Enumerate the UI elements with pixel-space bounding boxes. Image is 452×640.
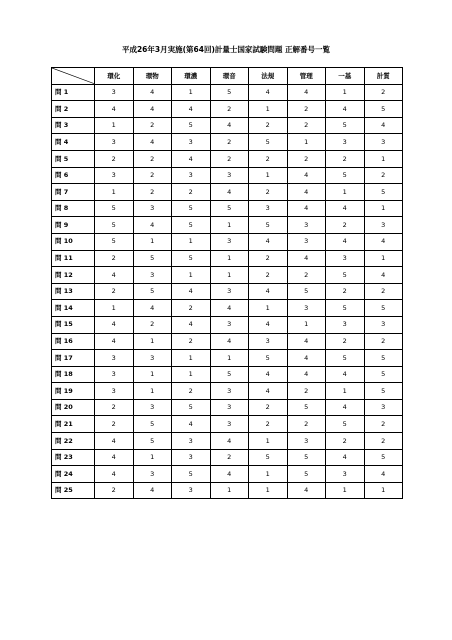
answer-cell: 2 xyxy=(249,117,288,134)
answer-cell: 2 xyxy=(287,416,326,433)
answer-cell: 4 xyxy=(287,167,326,184)
answer-cell: 3 xyxy=(210,233,249,250)
answer-cell: 4 xyxy=(287,84,326,101)
answer-cell: 3 xyxy=(95,383,134,400)
answer-cell: 5 xyxy=(287,449,326,466)
answer-cell: 4 xyxy=(95,449,134,466)
answer-cell: 4 xyxy=(287,482,326,499)
answer-cell: 5 xyxy=(249,134,288,151)
answer-cell: 4 xyxy=(210,300,249,317)
answer-cell: 4 xyxy=(210,184,249,201)
answer-cell: 1 xyxy=(249,482,288,499)
answer-cell: 1 xyxy=(364,250,403,267)
answer-cell: 4 xyxy=(249,233,288,250)
answer-cell: 2 xyxy=(95,416,134,433)
answer-cell: 5 xyxy=(249,449,288,466)
answer-cell: 2 xyxy=(364,84,403,101)
table-row xyxy=(52,383,403,400)
answer-cell: 4 xyxy=(95,433,134,450)
answer-cell: 5 xyxy=(249,350,288,367)
answer-cell: 3 xyxy=(287,233,326,250)
answer-cell: 2 xyxy=(249,150,288,167)
answer-cell: 4 xyxy=(287,350,326,367)
answer-cell: 1 xyxy=(133,383,172,400)
question-label: 問 1 xyxy=(52,84,95,101)
answer-cell: 1 xyxy=(172,366,211,383)
answer-cell: 3 xyxy=(133,267,172,284)
column-header: 計質 xyxy=(364,68,403,85)
answer-cell: 4 xyxy=(326,366,365,383)
answer-cell: 4 xyxy=(133,217,172,234)
answer-cell: 2 xyxy=(95,482,134,499)
answer-cell: 4 xyxy=(364,466,403,483)
answer-cell: 1 xyxy=(364,200,403,217)
answer-cell: 1 xyxy=(172,84,211,101)
answer-cell: 4 xyxy=(326,200,365,217)
column-header: 環濃 xyxy=(172,68,211,85)
question-label: 問 24 xyxy=(52,466,95,483)
table-row xyxy=(52,350,403,367)
answer-cell: 3 xyxy=(133,350,172,367)
diagonal-line xyxy=(52,68,94,84)
answer-cell: 1 xyxy=(133,366,172,383)
answer-cell: 5 xyxy=(364,383,403,400)
answer-cell: 1 xyxy=(95,184,134,201)
answer-cell: 3 xyxy=(210,383,249,400)
table-row xyxy=(52,333,403,350)
answer-cell: 3 xyxy=(133,466,172,483)
answer-cell: 5 xyxy=(172,250,211,267)
answer-cell: 5 xyxy=(326,117,365,134)
table-row xyxy=(52,200,403,217)
page-title: 平成26年3月実施(第64回)計量士国家試験問題 正解番号一覧 xyxy=(121,45,331,54)
question-label: 問 11 xyxy=(52,250,95,267)
answer-cell: 4 xyxy=(95,333,134,350)
answer-cell: 5 xyxy=(133,250,172,267)
answer-cell: 2 xyxy=(95,250,134,267)
question-label: 問 9 xyxy=(52,217,95,234)
answer-cell: 5 xyxy=(326,416,365,433)
question-label: 問 7 xyxy=(52,184,95,201)
answer-cell: 3 xyxy=(249,200,288,217)
answer-cell: 2 xyxy=(326,150,365,167)
answer-cell: 2 xyxy=(210,150,249,167)
answer-cell: 1 xyxy=(172,233,211,250)
answer-cell: 5 xyxy=(210,200,249,217)
answer-cell: 2 xyxy=(364,433,403,450)
answer-cell: 5 xyxy=(95,233,134,250)
answer-cell: 1 xyxy=(210,350,249,367)
table-row xyxy=(52,366,403,383)
answer-cell: 1 xyxy=(326,84,365,101)
answer-cell: 5 xyxy=(364,350,403,367)
question-label: 問 12 xyxy=(52,267,95,284)
answer-cell: 1 xyxy=(95,117,134,134)
answer-cell: 4 xyxy=(364,233,403,250)
answer-cell: 1 xyxy=(172,350,211,367)
answer-cell: 1 xyxy=(172,267,211,284)
answer-cell: 5 xyxy=(133,283,172,300)
answer-cell: 1 xyxy=(326,184,365,201)
answer-table-body xyxy=(52,84,403,499)
answer-cell: 5 xyxy=(95,217,134,234)
corner-cell xyxy=(52,68,95,85)
answer-cell: 5 xyxy=(172,200,211,217)
answer-cell: 5 xyxy=(364,101,403,118)
table-row xyxy=(52,250,403,267)
question-label: 問 3 xyxy=(52,117,95,134)
column-header: 法規 xyxy=(249,68,288,85)
table-row xyxy=(52,433,403,450)
answer-cell: 3 xyxy=(287,433,326,450)
answer-cell: 2 xyxy=(326,433,365,450)
answer-cell: 5 xyxy=(210,84,249,101)
answer-cell: 4 xyxy=(287,200,326,217)
answer-cell: 5 xyxy=(287,466,326,483)
answer-cell: 4 xyxy=(287,366,326,383)
answer-cell: 3 xyxy=(95,350,134,367)
answer-cell: 4 xyxy=(210,433,249,450)
answer-cell: 1 xyxy=(249,101,288,118)
answer-cell: 2 xyxy=(172,300,211,317)
answer-cell: 4 xyxy=(133,134,172,151)
answer-cell: 2 xyxy=(249,399,288,416)
question-label: 問 4 xyxy=(52,134,95,151)
question-label: 問 21 xyxy=(52,416,95,433)
table-row xyxy=(52,101,403,118)
answer-cell: 4 xyxy=(172,416,211,433)
answer-cell: 4 xyxy=(249,84,288,101)
answer-cell: 3 xyxy=(172,167,211,184)
table-row xyxy=(52,316,403,333)
answer-cell: 4 xyxy=(133,482,172,499)
answer-cell: 3 xyxy=(249,333,288,350)
question-label: 問 13 xyxy=(52,283,95,300)
question-label: 問 20 xyxy=(52,399,95,416)
answer-cell: 2 xyxy=(95,283,134,300)
table-row xyxy=(52,399,403,416)
answer-cell: 3 xyxy=(364,217,403,234)
answer-cell: 2 xyxy=(95,150,134,167)
answer-cell: 4 xyxy=(364,267,403,284)
answer-cell: 4 xyxy=(249,283,288,300)
answer-cell: 2 xyxy=(364,333,403,350)
answer-cell: 3 xyxy=(364,399,403,416)
answer-cell: 3 xyxy=(326,316,365,333)
answer-cell: 1 xyxy=(210,250,249,267)
answer-cell: 5 xyxy=(326,350,365,367)
answer-cell: 5 xyxy=(172,466,211,483)
answer-cell: 4 xyxy=(172,150,211,167)
table-row xyxy=(52,233,403,250)
answer-cell: 2 xyxy=(210,101,249,118)
column-header: 環音 xyxy=(210,68,249,85)
answer-cell: 3 xyxy=(364,316,403,333)
table-row xyxy=(52,300,403,317)
answer-cell: 4 xyxy=(364,117,403,134)
answer-cell: 3 xyxy=(210,416,249,433)
table-row xyxy=(52,466,403,483)
answer-cell: 5 xyxy=(287,399,326,416)
answer-cell: 2 xyxy=(133,150,172,167)
column-header: 管理 xyxy=(287,68,326,85)
answer-cell: 2 xyxy=(133,184,172,201)
answer-cell: 2 xyxy=(172,333,211,350)
answer-cell: 5 xyxy=(172,399,211,416)
question-label: 問 16 xyxy=(52,333,95,350)
answer-cell: 2 xyxy=(133,167,172,184)
answer-cell: 4 xyxy=(210,466,249,483)
answer-cell: 1 xyxy=(287,134,326,151)
header-row xyxy=(52,68,403,85)
answer-cell: 2 xyxy=(287,383,326,400)
answer-cell: 5 xyxy=(172,117,211,134)
answer-cell: 1 xyxy=(249,433,288,450)
answer-cell: 2 xyxy=(287,150,326,167)
answer-cell: 1 xyxy=(364,150,403,167)
answer-cell: 4 xyxy=(133,84,172,101)
answer-cell: 1 xyxy=(95,300,134,317)
answer-cell: 2 xyxy=(210,449,249,466)
answer-cell: 4 xyxy=(95,101,134,118)
answer-cell: 1 xyxy=(249,466,288,483)
answer-cell: 3 xyxy=(210,316,249,333)
answer-cell: 5 xyxy=(287,283,326,300)
answer-cell: 3 xyxy=(287,217,326,234)
answer-cell: 5 xyxy=(364,366,403,383)
answer-cell: 1 xyxy=(364,482,403,499)
answer-cell: 4 xyxy=(172,101,211,118)
table-row xyxy=(52,117,403,134)
column-header: 環物 xyxy=(133,68,172,85)
answer-cell: 4 xyxy=(95,466,134,483)
column-header: 環化 xyxy=(95,68,134,85)
answer-cell: 2 xyxy=(249,416,288,433)
answer-cell: 4 xyxy=(210,117,249,134)
answer-cell: 1 xyxy=(249,300,288,317)
question-label: 問 22 xyxy=(52,433,95,450)
answer-cell: 4 xyxy=(95,267,134,284)
question-label: 問 8 xyxy=(52,200,95,217)
answer-cell: 2 xyxy=(326,283,365,300)
answer-cell: 3 xyxy=(172,482,211,499)
question-label: 問 18 xyxy=(52,366,95,383)
answer-cell: 5 xyxy=(326,300,365,317)
answer-cell: 1 xyxy=(133,333,172,350)
answer-cell: 4 xyxy=(326,399,365,416)
question-label: 問 25 xyxy=(52,482,95,499)
answer-cell: 5 xyxy=(364,184,403,201)
answer-cell: 5 xyxy=(133,416,172,433)
answer-cell: 2 xyxy=(249,250,288,267)
answer-cell: 1 xyxy=(210,482,249,499)
answer-cell: 4 xyxy=(326,449,365,466)
answer-cell: 5 xyxy=(249,217,288,234)
answer-cell: 1 xyxy=(133,449,172,466)
table-row xyxy=(52,283,403,300)
question-label: 問 17 xyxy=(52,350,95,367)
answer-cell: 4 xyxy=(249,383,288,400)
answer-cell: 2 xyxy=(249,267,288,284)
answer-cell: 4 xyxy=(133,300,172,317)
answer-cell: 4 xyxy=(287,184,326,201)
answer-cell: 1 xyxy=(326,383,365,400)
answer-cell: 2 xyxy=(326,217,365,234)
answer-cell: 2 xyxy=(287,117,326,134)
answer-cell: 3 xyxy=(364,134,403,151)
table-row xyxy=(52,167,403,184)
table-row xyxy=(52,150,403,167)
answer-cell: 5 xyxy=(326,267,365,284)
table-row xyxy=(52,416,403,433)
answer-cell: 1 xyxy=(249,167,288,184)
answer-cell: 4 xyxy=(326,101,365,118)
table-row xyxy=(52,217,403,234)
table-row xyxy=(52,449,403,466)
answer-cell: 3 xyxy=(210,399,249,416)
answer-cell: 3 xyxy=(326,250,365,267)
answer-cell: 3 xyxy=(287,300,326,317)
answer-cell: 4 xyxy=(249,316,288,333)
question-label: 問 19 xyxy=(52,383,95,400)
answer-cell: 3 xyxy=(133,200,172,217)
table-row xyxy=(52,184,403,201)
table-row xyxy=(52,84,403,101)
answer-cell: 3 xyxy=(133,399,172,416)
answer-cell: 2 xyxy=(133,117,172,134)
table-row xyxy=(52,134,403,151)
answer-cell: 3 xyxy=(95,84,134,101)
answer-cell: 1 xyxy=(326,482,365,499)
answer-cell: 5 xyxy=(364,300,403,317)
answer-cell: 3 xyxy=(95,167,134,184)
answer-cell: 2 xyxy=(172,184,211,201)
answer-cell: 3 xyxy=(210,283,249,300)
question-label: 問 15 xyxy=(52,316,95,333)
answer-cell: 2 xyxy=(364,167,403,184)
question-label: 問 23 xyxy=(52,449,95,466)
answer-cell: 5 xyxy=(133,433,172,450)
answer-cell: 3 xyxy=(95,366,134,383)
answer-cell: 2 xyxy=(326,333,365,350)
question-label: 問 10 xyxy=(52,233,95,250)
answer-cell: 1 xyxy=(133,233,172,250)
answer-cell: 4 xyxy=(95,316,134,333)
answer-cell: 4 xyxy=(172,283,211,300)
column-header: 一基 xyxy=(326,68,365,85)
answer-cell: 2 xyxy=(287,101,326,118)
answer-cell: 3 xyxy=(172,449,211,466)
answer-cell: 1 xyxy=(210,217,249,234)
answer-cell: 4 xyxy=(172,316,211,333)
answer-cell: 3 xyxy=(172,433,211,450)
table-row xyxy=(52,267,403,284)
answer-cell: 5 xyxy=(95,200,134,217)
answer-cell: 3 xyxy=(210,167,249,184)
table-row xyxy=(52,482,403,499)
answer-cell: 2 xyxy=(172,383,211,400)
question-label: 問 5 xyxy=(52,150,95,167)
answer-cell: 4 xyxy=(210,333,249,350)
answer-cell: 2 xyxy=(287,267,326,284)
answer-cell: 5 xyxy=(172,217,211,234)
answer-cell: 2 xyxy=(364,283,403,300)
answer-cell: 5 xyxy=(364,449,403,466)
question-label: 問 2 xyxy=(52,101,95,118)
answer-cell: 4 xyxy=(326,233,365,250)
answer-cell: 2 xyxy=(95,399,134,416)
answer-cell: 3 xyxy=(326,466,365,483)
answer-cell: 2 xyxy=(133,316,172,333)
answer-cell: 4 xyxy=(287,250,326,267)
question-label: 問 14 xyxy=(52,300,95,317)
answer-cell: 1 xyxy=(287,316,326,333)
answer-cell: 3 xyxy=(95,134,134,151)
answer-cell: 2 xyxy=(249,184,288,201)
answer-cell: 4 xyxy=(287,333,326,350)
answer-cell: 3 xyxy=(326,134,365,151)
answer-cell: 1 xyxy=(210,267,249,284)
answer-table xyxy=(51,67,403,499)
answer-cell: 5 xyxy=(326,167,365,184)
answer-cell: 5 xyxy=(210,366,249,383)
answer-cell: 4 xyxy=(133,101,172,118)
answer-cell: 3 xyxy=(172,134,211,151)
answer-cell: 2 xyxy=(210,134,249,151)
question-label: 問 6 xyxy=(52,167,95,184)
answer-cell: 2 xyxy=(364,416,403,433)
answer-cell: 4 xyxy=(249,366,288,383)
